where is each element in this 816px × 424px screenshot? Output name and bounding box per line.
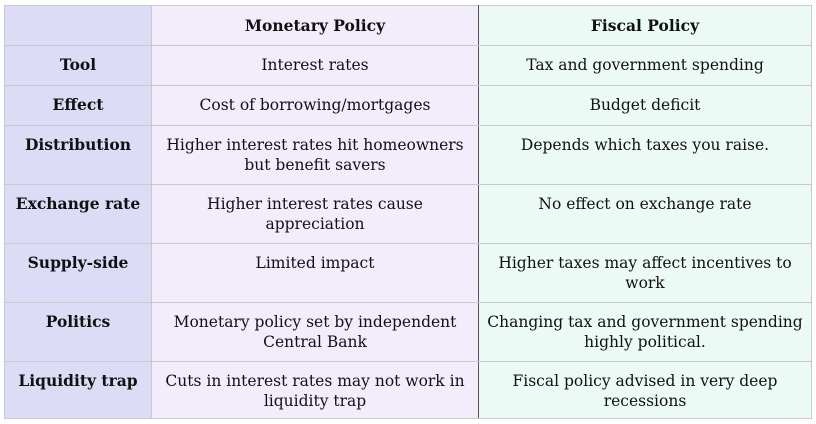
table-row — [5, 303, 812, 362]
fiscal-cell: Depends which taxes you raise. — [479, 126, 812, 185]
header-row — [5, 6, 812, 46]
row-label: Distribution — [5, 126, 152, 185]
fiscal-cell: No effect on exchange rate — [479, 185, 812, 244]
monetary-cell: Higher interest rates hit homeowners but benefit savers — [152, 126, 479, 185]
monetary-cell: Interest rates — [152, 46, 479, 86]
monetary-cell: Limited impact — [152, 244, 479, 303]
row-label: Effect — [5, 86, 152, 126]
fiscal-cell: Tax and government spending — [479, 46, 812, 86]
header-corner-cell — [5, 6, 152, 46]
row-label: Tool — [5, 46, 152, 86]
table-row — [5, 185, 812, 244]
table-row — [5, 362, 812, 419]
row-label: Liquidity trap — [5, 362, 152, 419]
policy-comparison-table — [4, 5, 812, 419]
fiscal-cell: Fiscal policy advised in very deep recessions — [479, 362, 812, 419]
monetary-cell: Monetary policy set by independent Central Bank — [152, 303, 479, 362]
monetary-cell: Cuts in interest rates may not work in liquidity trap — [152, 362, 479, 419]
monetary-cell: Higher interest rates cause appreciation — [152, 185, 479, 244]
table-row — [5, 126, 812, 185]
comparison-table-container — [4, 5, 812, 419]
header-monetary-policy: Monetary Policy — [152, 6, 479, 46]
table-row — [5, 86, 812, 126]
header-fiscal-policy: Fiscal Policy — [479, 6, 812, 46]
row-label: Politics — [5, 303, 152, 362]
fiscal-cell: Higher taxes may affect incentives to work — [479, 244, 812, 303]
fiscal-cell: Budget deficit — [479, 86, 812, 126]
fiscal-cell: Changing tax and government spending highly political. — [479, 303, 812, 362]
row-label: Exchange rate — [5, 185, 152, 244]
table-row — [5, 46, 812, 86]
table-row — [5, 244, 812, 303]
row-label: Supply-side — [5, 244, 152, 303]
monetary-cell: Cost of borrowing/mortgages — [152, 86, 479, 126]
